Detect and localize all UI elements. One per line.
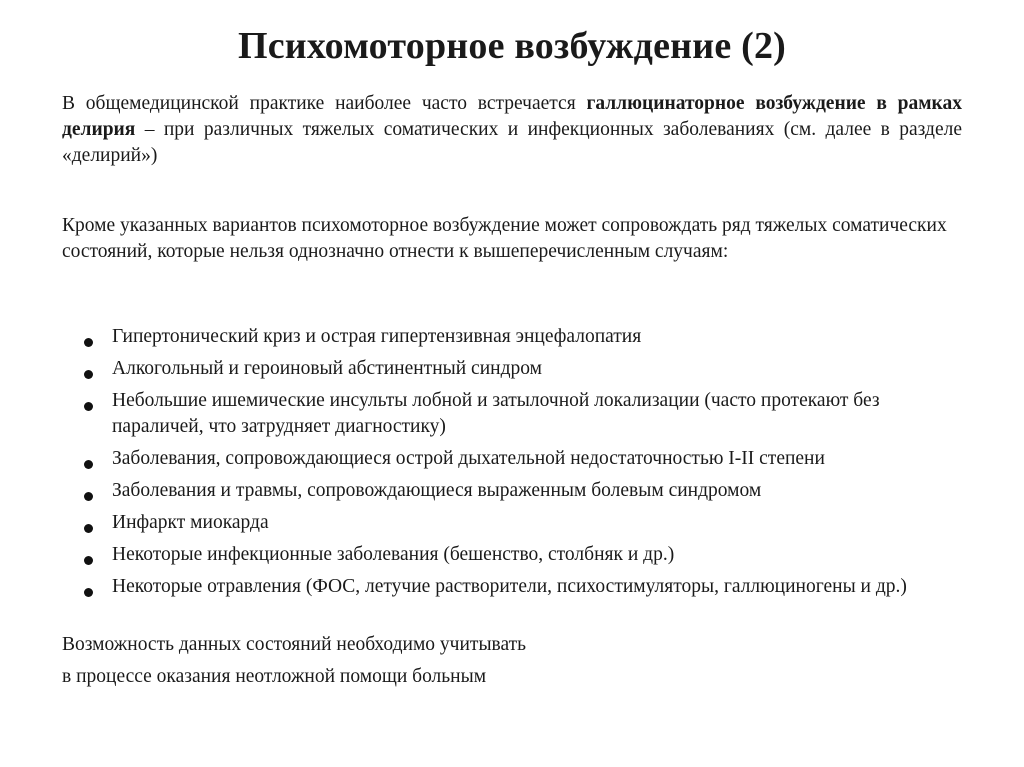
list-item: [62, 510, 962, 536]
list-item: [62, 574, 962, 600]
list-item: [62, 388, 962, 440]
list-item-text: Инфаркт миокарда: [112, 512, 269, 533]
list-item-text: Алкогольный и героиновый абстинентный синдром: [112, 358, 542, 379]
list-item-text: Заболевания и травмы, сопровождающиеся выраженным болевым синдромом: [112, 480, 762, 501]
closing-line-1: Возможность данных состояний необходимо учитывать: [62, 634, 527, 655]
bullet-icon: [84, 556, 93, 565]
list-item-text: Гипертонический криз и острая гипертензивная энцефалопатия: [112, 326, 642, 347]
bullet-icon: [84, 460, 93, 469]
bullet-icon: [84, 524, 93, 533]
slide-title: Психомоторное возбуждение (2): [237, 25, 787, 67]
intro-bold-term: галлюцинаторное возбуждение в рамках делирия: [62, 93, 962, 140]
list-item: [62, 324, 962, 350]
bullet-icon: [84, 402, 93, 411]
list-item-text: Некоторые отравления (ФОС, летучие растворители, психостимуляторы, галлюциногены и др.): [112, 576, 907, 597]
list-item-text: Заболевания, сопровождающиеся острой дыхательной недостаточностью I-II степени: [112, 448, 825, 469]
bullet-icon: [84, 492, 93, 501]
intro-text: В общемедицинской практике наиболее часто встречается: [62, 93, 587, 114]
secondary-paragraph: Кроме указанных вариантов психомоторное возбуждение может сопровождать ряд тяжелых соматических состояний, которые нельзя однозначно отнести к вышеперечисленным случаям:: [62, 215, 947, 262]
bullet-icon: [84, 588, 93, 597]
list-item: [62, 356, 962, 382]
list-item-text: Некоторые инфекционные заболевания (бешенство, столбняк и др.): [112, 544, 675, 565]
bullet-icon: [84, 338, 93, 347]
list-item-text: Небольшие ишемические инсульты лобной и затылочной локализации (часто протекают без параличей, что затрудняет диагностику): [112, 390, 880, 437]
bullet-icon: [84, 370, 93, 379]
closing-line-2: в процессе оказания неотложной помощи больным: [62, 666, 487, 687]
list-item: [62, 446, 962, 472]
intro-paragraph: [62, 91, 962, 169]
list-item: [62, 478, 962, 504]
list-item: [62, 542, 962, 568]
conditions-list: [62, 324, 962, 606]
intro-rest-text: – при различных тяжелых соматических и инфекционных заболеваниях (см. далее в разделе «делирий»): [62, 119, 962, 166]
